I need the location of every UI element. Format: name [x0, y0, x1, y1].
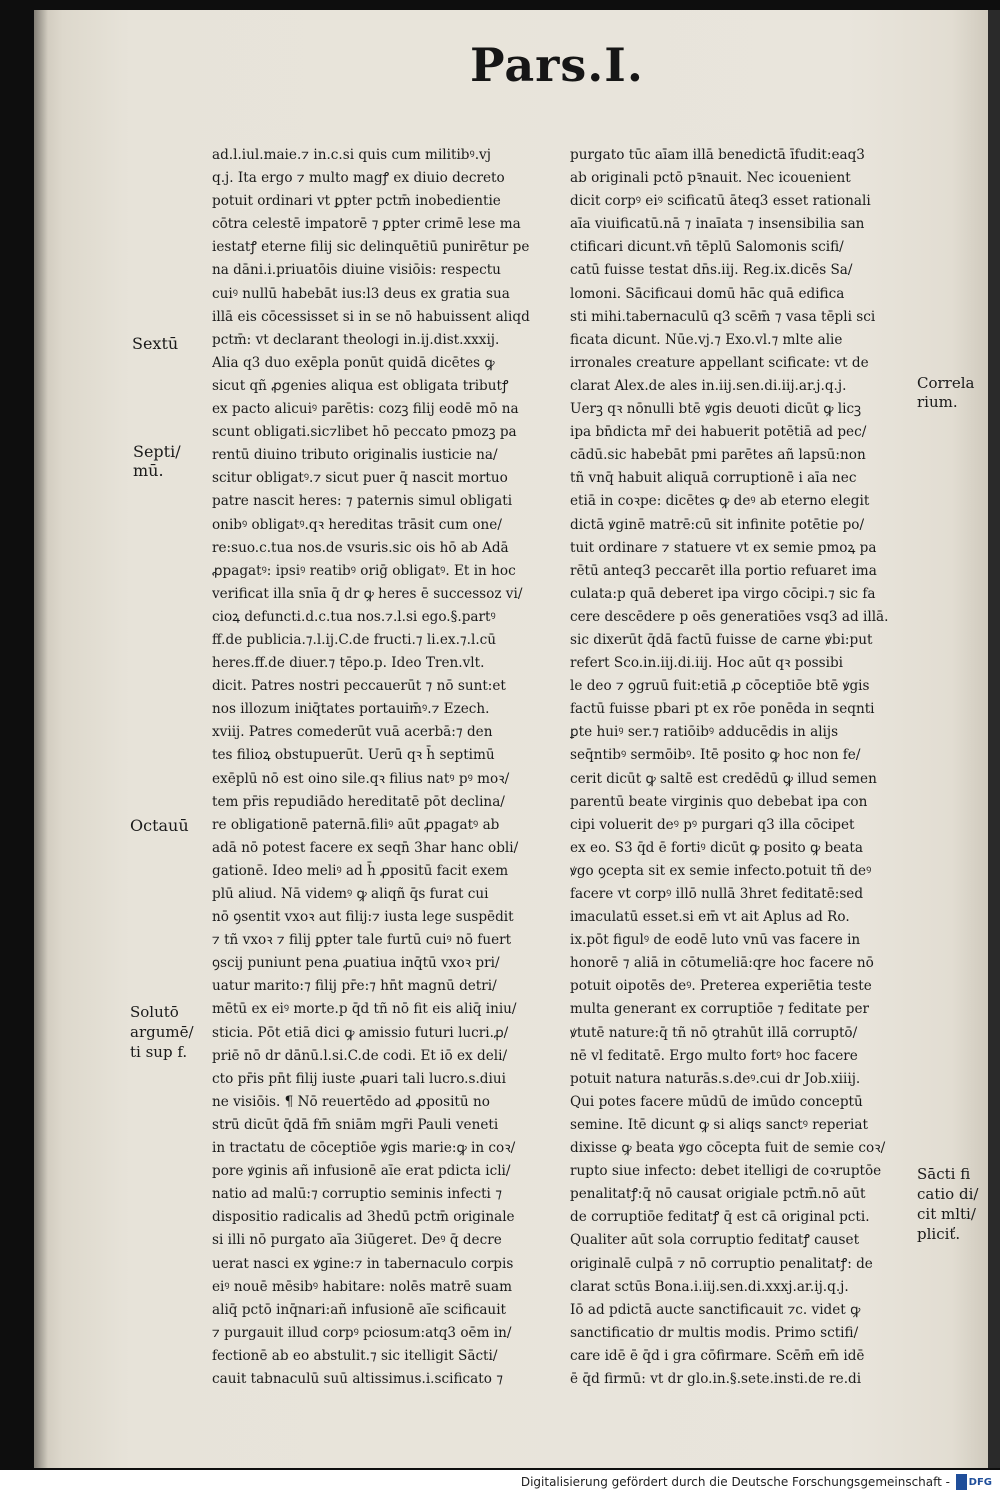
text-line: aliq̄ pctō inq̄nari:añ infusionē aīe scificauit — [212, 1301, 506, 1318]
text-line: seq̄ntibꝰ sermōibꝰ. Itē posito ꝙ hoc non fe/ — [570, 747, 861, 764]
dfg-logo-mark — [956, 1474, 967, 1490]
margin-note-line: rium. — [917, 393, 958, 411]
text-line: onibꝰ obligatꝰ.qꝛ hereditas trāsit cum one/ — [212, 516, 502, 533]
text-line: in tractatu de cōceptiōe ꝟgis marie:ꝙ in coꝛ/ — [212, 1140, 516, 1157]
text-line: ꝟtutē nature:q̄ tñ nō ꝯtrahūt illā corruptō/ — [570, 1024, 858, 1041]
margin-note-line: Septi/ — [133, 442, 181, 461]
margin-note-sanctificatio — [917, 1164, 978, 1244]
text-line: heres.ff.de diuer.⁊ tēpo.p. Ideo Tren.vlt. — [212, 655, 485, 672]
text-line: ad.l.iul.maie.⁊ in.c.si quis cum militibꝰ.vj — [212, 147, 491, 163]
text-line: catū fuisse testat dn̄s.iij. Reg.ix.dicēs Sa/ — [570, 262, 853, 279]
page-header: Pars.I. — [470, 38, 644, 92]
text-line: uerat nasci ex ꝟgine:⁊ in tabernaculo corpis — [212, 1255, 514, 1272]
margin-note-octavum — [130, 816, 189, 835]
text-line: ab originali pctō pꝛ̄nauit. Nec icouenient — [570, 170, 851, 187]
text-line: sic dixerūt q̄dā factū fuisse de carne ꝟbi:put — [570, 631, 873, 648]
margin-note-sextum — [132, 334, 178, 353]
text-line: tuit ordinare ⁊ statuere vt ex semie pmoꝝ pa — [570, 539, 877, 556]
text-line: scunt obligati.sic⁊libet hō peccato pmozꝫ pa — [212, 424, 517, 441]
text-line: plū aliud. Nā videmꝰ ꝙ aliqñ q̄s furat cui — [212, 886, 489, 902]
text-line: nos illozum iniq̄tates portauim̄ꝰ.⁊ Ezech. — [212, 701, 490, 718]
text-line: clarat Alex.de ales in.iij.sen.di.iij.ar.j.q.j. — [570, 377, 847, 394]
text-line: Qui potes facere mūdū de imūdo conceptū — [570, 1093, 863, 1110]
text-line: iestatꝭ eterne filij sic delinquētiū punirētur pe — [212, 239, 530, 256]
text-line: nō ꝯsentit vxoꝛ aut filij:⁊ iusta lege suspēdit — [212, 909, 514, 926]
margin-note-line: catio di/ — [917, 1185, 979, 1203]
text-line: ctificari dicunt.vn̄ tēplū Salomonis scifi/ — [570, 239, 844, 256]
text-line: priē nō dr dānū.l.si.C.de codi. Et iō ex deli/ — [212, 1047, 508, 1064]
text-line: cipi voluerit deꝰ pꝰ purgari q3 illa cōcipet — [570, 816, 855, 833]
text-line: exēplū nō est oino sile.qꝛ filius natꝰ pꝰ moꝛ/ — [212, 770, 510, 787]
text-line: factū fuisse pbari pt ex rōe ponēda in seqnti — [570, 701, 875, 718]
margin-note-septimum — [133, 442, 181, 480]
text-line: ex eo. S3 q̄d ē fortiꝰ dicūt ꝙ posito ꝙ beata — [570, 839, 863, 856]
text-line: rētū anteq3 peccarēt illa portio refuaret ima — [570, 562, 877, 579]
text-line: le deo ⁊ ꝯgruū fuit:etiā ꝓ cōceptiōe btē ꝟgis — [570, 678, 870, 695]
dfg-logo-text: DFG — [968, 1476, 992, 1488]
margin-note-line: pliciť. — [917, 1225, 961, 1243]
margin-note-line: argumē/ — [130, 1023, 194, 1041]
digitization-footer — [0, 1470, 1000, 1496]
text-line: cuiꝰ nullū habebāt ius:l3 deus ex gratia sua — [212, 285, 510, 302]
margin-note-line: Octauū — [130, 816, 189, 835]
page-edge — [988, 10, 1000, 1468]
text-line: ⁊ tñ vxoꝛ ⁊ filij ꝑpter tale furtū cuiꝰ nō fuert — [212, 932, 512, 949]
text-line: dicit corpꝰ eiꝰ scificatū āteq3 esset rationali — [570, 193, 871, 210]
text-line: dixisse ꝙ beata ꝟgo cōcepta fuit de semie coꝛ/ — [570, 1140, 886, 1157]
text-line: re obligationē paternā.filiꝰ aūt ꝓpagatꝰ ab — [212, 816, 500, 833]
text-line: ficata dicunt. Nūe.vj.⁊ Exo.vl.⁊ mlte alie — [570, 331, 843, 348]
text-line: potuit ordinari vt ꝑpter pctm̄ inobedientie — [212, 193, 501, 210]
funding-notice: Digitalisierung gefördert durch die Deutsche Forschungsgemeinschaft - — [520, 1475, 950, 1489]
text-line: q.j. Ita ergo ⁊ multo magꝭ ex diuio decreto — [212, 170, 505, 187]
page-gutter-shadow — [34, 10, 48, 1468]
text-line: ꝓpagatꝰ: ipsiꝰ reatibꝰ oriḡ obligatꝰ. Et in hoc — [212, 562, 516, 579]
text-line: dispositio radicalis ad 3hedū pctm̄ originale — [212, 1209, 515, 1226]
text-line: patre nascit heres: ⁊ paternis simul obligati — [212, 493, 513, 510]
text-line: re:suo.c.tua nos.de vsuris.sic ois hō ab Adā — [212, 539, 509, 556]
margin-note-line: Sextū — [132, 334, 179, 353]
text-line: illā eis cōcessisset si in se nō habuissent aliqd — [212, 308, 530, 325]
text-line: pctm̄: vt declarant theologi in.ij.dist.xxxij. — [212, 331, 500, 348]
text-line: etiā in coꝛpe: dicētes ꝙ deꝰ ab eterno elegit — [570, 493, 870, 510]
text-line: potuit natura naturās.s.deꝰ.cui dr Job.xiiij. — [570, 1070, 861, 1087]
margin-note-line: Correla — [917, 374, 975, 392]
text-line: xviij. Patres comederūt vuā acerbā:⁊ den — [212, 724, 493, 741]
margin-note-line: Sācti fi — [917, 1165, 971, 1183]
text-line: cioꝝ defuncti.d.c.tua nos.⁊.l.si ego.§.partꝰ — [212, 608, 496, 625]
text-line: cauit tabnaculū suū altissimus.i.scificato ⁊ — [212, 1370, 503, 1387]
text-line: care idē ē q̄d i gra cōfirmare. Scēm̄ em̄ idē — [570, 1347, 865, 1364]
text-line: ꝯscij puniunt pena ꝓuatiua inq̄tū vxoꝛ pri/ — [212, 955, 500, 972]
text-line: Alia q3 duo exēpla ponūt quidā dicētes ꝙ — [212, 354, 495, 371]
text-line: Iō ad pdictā aucte sanctificauit ⁊c. videt ꝙ — [570, 1301, 861, 1318]
text-line: refert Sco.in.iij.di.iij. Hoc aūt qꝛ possibi — [570, 655, 843, 672]
text-line: ꝟgo ꝯcepta sit ex semie infecto.potuit tñ deꝰ — [570, 862, 872, 879]
text-line: strū dicūt q̄dā fm̄ sniām mgr̄i Pauli veneti — [212, 1116, 499, 1133]
margin-note-line: cit mlti/ — [917, 1205, 976, 1223]
text-line: culata:p quā deberet ipa virgo cōcipi.⁊ sic fa — [570, 585, 876, 602]
text-line: cto pr̄is pn̄t filij iuste ꝓuari tali lucro.s.diui — [212, 1070, 506, 1087]
margin-note-solutio — [130, 1002, 194, 1062]
text-line: tem pr̄is repudiādo hereditatē pōt declina/ — [212, 793, 505, 810]
text-line: ipa bn̄dicta mr̄ dei habuerit potētiā ad pec/ — [570, 424, 867, 441]
text-line: verificat illa snīa q̄ dr ꝙ heres ē successoz vi/ — [212, 585, 523, 602]
text-line: eiꝰ nouē mēsibꝰ habitare: nolēs matrē suam — [212, 1278, 513, 1295]
text-line: imaculatū esset.si em̄ vt ait Aplus ad Ro. — [570, 909, 850, 926]
text-line: adā nō potest facere ex seqn̄ 3har hanc obli/ — [212, 839, 519, 856]
text-line: gationē. Ideo meliꝰ ad h̄ ꝓpositū facit exem — [212, 862, 509, 879]
text-line: natio ad malū:⁊ corruptio seminis infecti ⁊ — [212, 1186, 502, 1203]
text-line: semine. Itē dicunt ꝙ si aliqs sanctꝰ reperiat — [570, 1116, 868, 1133]
text-line: aīa viuificatū.nā ⁊ inaīata ⁊ insensibilia san — [570, 216, 865, 233]
text-line: sti mihi.tabernaculū q3 scēm̄ ⁊ vasa tēpli sci — [570, 308, 876, 325]
text-line: cādū.sic habebāt pmi parētes añ lapsū:non — [570, 447, 866, 464]
text-line: ix.pōt figulꝰ de eodē luto vnū vas facere in — [570, 932, 861, 949]
dfg-logo — [956, 1473, 992, 1491]
left-text-column — [212, 144, 552, 1391]
text-line: parentū beate virginis quo debebat ipa con — [570, 793, 868, 810]
text-line: dictā ꝟginē matrē:cū sit infinite potētie po/ — [570, 516, 865, 533]
text-line: penalitatꝭ:q̄ nō causat origiale pctm̄.nō aūt — [570, 1186, 866, 1203]
text-line: potuit oipotēs deꝰ. Preterea experiētia teste — [570, 978, 872, 995]
margin-note-correlarium — [917, 374, 974, 412]
text-line: fectionē ab eo abstulit.⁊ sic itelligit Sācti/ — [212, 1347, 498, 1364]
text-line: cerit dicūt ꝙ saltē est credēdū ꝙ illud semen — [570, 770, 877, 787]
text-line: ⁊ purgauit illud corpꝰ pciosum:atq3 oēm in/ — [212, 1324, 512, 1341]
text-line: ne visiōis. ¶ Nō reuertēdo ad ꝓpositū no — [212, 1093, 490, 1110]
text-line: multa generant ex corruptiōe ⁊ feditate per — [570, 1001, 870, 1018]
text-line: uatur marito:⁊ filij pr̄e:⁊ hn̄t magnū detri/ — [212, 978, 497, 995]
text-line: cere descēdere p oēs generatiōes vsq3 ad illā. — [570, 608, 889, 625]
text-line: rupto siue infecto: debet itelligi de coꝛruptōe — [570, 1163, 882, 1180]
text-line: sicut qñ ꝓgenies aliqua est obligata tributꝭ — [212, 377, 509, 394]
text-line: facere vt corpꝰ illō nullā 3hret feditatē:sed — [570, 886, 864, 902]
text-line: sticia. Pōt etiā dici ꝙ amissio futuri lucri.ꝓ/ — [212, 1024, 509, 1041]
text-line: pore ꝟginis añ infusionē aīe erat pdicta icli/ — [212, 1163, 511, 1180]
text-line: nē vl feditatē. Ergo multo fortꝰ hoc facere — [570, 1047, 858, 1064]
text-line: lomoni. Sācificaui domū hāc quā edifica — [570, 285, 845, 302]
text-line: tñ vnq̄ habuit aliquā corruptionē i aīa nec — [570, 470, 857, 487]
text-line: honorē ⁊ aliā in cōtumeliā:qre hoc facere nō — [570, 955, 874, 972]
text-line: purgato tūc aīam illā benedictā īfudit:eaq3 — [570, 147, 865, 163]
text-line: Uerꝫ qꝛ nōnulli btē ꝟgis deuoti dicūt ꝙ licꝫ — [570, 401, 862, 418]
text-line: cōtra celestē impatorē ⁊ ꝑpter crimē lese ma — [212, 216, 521, 233]
text-line: rentū diuino tributo originalis iusticie na/ — [212, 447, 498, 464]
right-text-column — [570, 144, 910, 1391]
text-line: ꝑte huiꝰ ser.⁊ ratiōibꝰ adducēdis in alijs — [570, 724, 839, 741]
text-line: na dāni.i.priuatōis diuine visiōis: respectu — [212, 262, 501, 279]
text-line: originalē culpā ⁊ nō corruptio penalitatꝭ: de — [570, 1255, 873, 1272]
text-line: dicit. Patres nostri peccauerūt ⁊ nō sunt:et — [212, 678, 506, 695]
margin-note-line: Solutō — [130, 1003, 179, 1021]
text-line: ff.de publicia.⁊.l.ij.C.de fructi.⁊ li.ex.⁊.l.cū — [212, 631, 497, 648]
text-line: si illi nō purgato aīa 3iūgeret. Deꝰ q̄ decre — [212, 1232, 502, 1249]
text-line: de corruptiōe feditatꝭ q̄ est cā original pcti. — [570, 1209, 870, 1226]
text-line: tes filioꝝ obstupuerūt. Uerū qꝛ h̄ septimū — [212, 747, 495, 764]
text-line: scitur obligatꝰ.⁊ sicut puer q̄ nascit mortuo — [212, 470, 508, 487]
text-line: irronales creature appellant scificate: vt de — [570, 354, 869, 371]
text-line: Qualiter aūt sola corruptio feditatꝭ causet — [570, 1232, 860, 1249]
margin-note-line: ti sup f. — [130, 1043, 188, 1061]
text-line: clarat sctūs Bona.i.iij.sen.di.xxxj.ar.ij.q.j. — [570, 1278, 849, 1295]
text-line: ē q̄d firmū: vt dr glo.in.§.sete.insti.de re.di — [570, 1370, 862, 1387]
text-line: sanctificatio dr multis modis. Primo sctifi/ — [570, 1324, 859, 1341]
text-line: ex pacto alicuiꝰ parētis: cozꝫ filij eodē mō na — [212, 401, 519, 418]
text-line: mētū ex eiꝰ morte.p q̄d tñ nō fit eis aliq̄ iniu/ — [212, 1001, 517, 1018]
margin-note-line: mū. — [133, 461, 164, 480]
